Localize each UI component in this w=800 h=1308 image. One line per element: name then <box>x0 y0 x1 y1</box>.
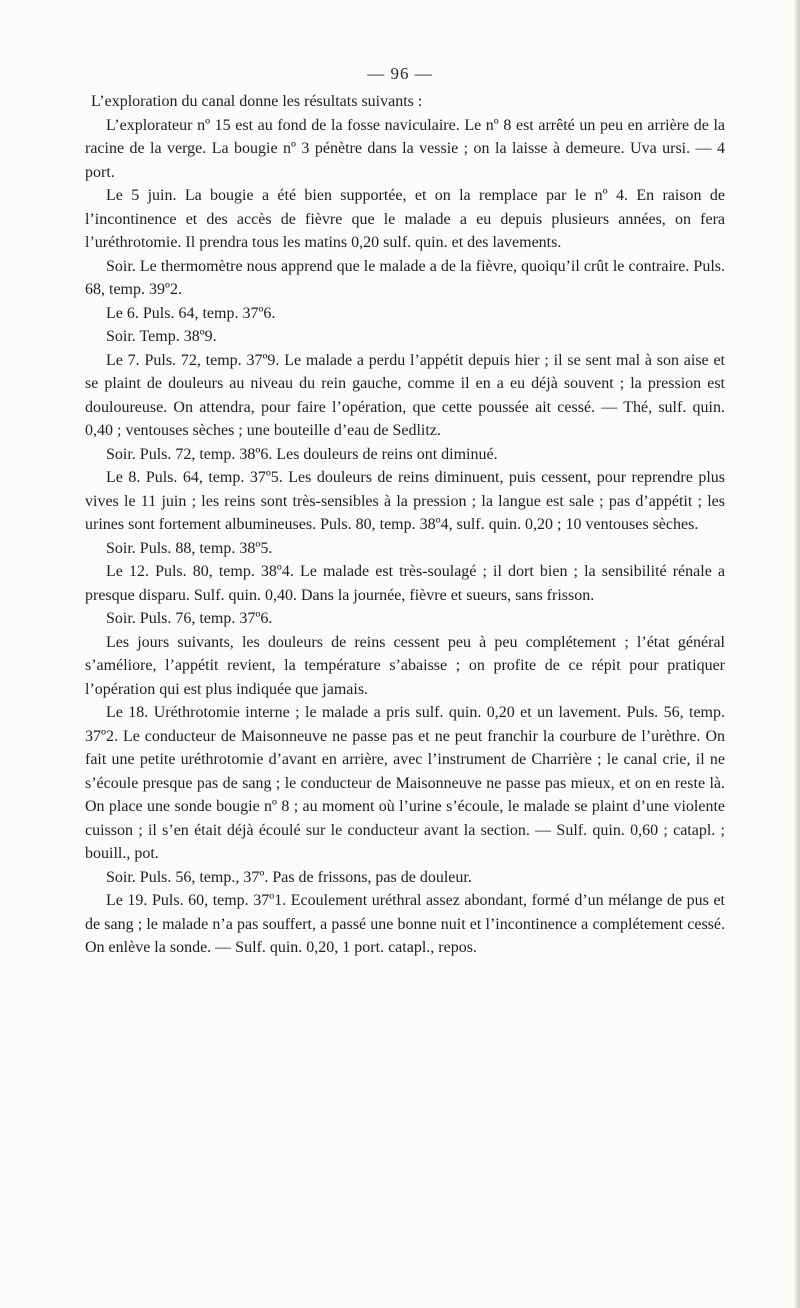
paragraph-soir-11: Soir. Puls. 88, temp. 38º5. <box>106 539 273 557</box>
paragraph-12: Le 12. Puls. 80, temp. 38º4. Le malade est très-soulagé ; il dort bien ; la sensibilité rénale a presque disparu. Sulf. quin. 0,40. Dans la journée, fièvre et sueurs, sans frisson. <box>85 563 725 604</box>
body-text <box>85 90 725 960</box>
paragraph-6: Le 6. Puls. 64, temp. 37º6. <box>106 304 276 322</box>
paragraph-jours-suivants: Les jours suivants, les douleurs de reins cessent peu à peu complétement ; l’état général s’améliore, l’appétit revient, la température s’abaisse ; on profite de ce répit pour pratiquer l’opération qui est plus indiquée que jamais. <box>85 633 725 698</box>
page-edge <box>794 0 800 1308</box>
paragraph-soir-12: Soir. Puls. 76, temp. 37º6. <box>106 610 273 627</box>
paragraph-intro: L’exploration du canal donne les résultats suivants : <box>91 93 423 110</box>
paragraph-soir-6: Soir. Temp. 38º9. <box>106 328 217 345</box>
paragraph-19: Le 19. Puls. 60, temp. 37º1. Ecoulement uréthral assez abondant, formé d’un mélange de pus et de sang ; le malade n’a pas souffert, a passé une bonne nuit et l’incontinence a complétement cessé. On enlève la sonde. — Sulf. quin. 0,20, 1 port. catapl., repos. <box>85 892 725 956</box>
paragraph-exploration: L’explorateur nº 15 est au fond de la fosse naviculaire. Le nº 8 est arrêté un peu en arrière de la racine de la verge. La bougie nº 3 pénètre dans la vessie ; on la laisse à demeure. Uva ursi. — 4 port. <box>85 116 725 181</box>
page-number: — 96 — <box>367 64 433 83</box>
paragraph-5-juin: Le 5 juin. La bougie a été bien supportée, et on la remplace par le nº 4. En raison de l’incontinence et des accès de fièvre que le malade a eu depuis plusieurs années, on fera l’uréthrotomie. Il prendra tous les matins 0,20 sulf. quin. et des lavements. <box>85 187 725 251</box>
paragraph-8: Le 8. Puls. 64, temp. 37º5. Les douleurs de reins diminuent, puis cessent, pour reprendre plus vives le 11 juin ; les reins sont très-sensibles à la pression ; la langue est sale ; pas d’appétit ; les urines sont fortement albumineuses. Puls. 80, temp. 38º4, sulf. quin. 0,20 ; 10 ventouses sèches. <box>85 469 725 533</box>
paragraph-soir-7: Soir. Puls. 72, temp. 38º6. Les douleurs de reins ont diminué. <box>106 445 498 463</box>
paragraph-7: Le 7. Puls. 72, temp. 37º9. Le malade a perdu l’appétit depuis hier ; il se sent mal à son aise et se plaint de douleurs au niveau du rein gauche, comme il en a eu déjà souvent ; la pression est douloureuse. On attendra, pour faire l’opération, que cette poussée ait cessé. — Thé, sulf. quin. 0,40 ; ventouses sèches ; une bouteille d’eau de Sedlitz. <box>85 351 725 439</box>
paragraph-soir-18: Soir. Puls. 56, temp., 37º. Pas de frissons, pas de douleur. <box>106 868 472 886</box>
paragraph-18: Le 18. Uréthrotomie interne ; le malade a pris sulf. quin. 0,20 et un lavement. Puls. 56, temp. 37º2. Le conducteur de Maisonneuve ne passe pas et ne peut franchir la courbure de l’urèthre. On fait une petite uréthrotomie d’avant en arrière, avec l’instrument de Charrière ; le canal crie, il ne s’écoule presque pas de sang ; le conducteur de Maisonneuve ne passe pas mieux, et on en reste là. On place une sonde bougie nº 8 ; au moment où l’urine s’écoule, le malade se plaint d’une violente cuisson ; il s’en était déjà écoulé sur le conducteur avant la section. — Sulf. quin. 0,60 ; catapl. ; bouill., pot. <box>85 704 725 862</box>
paragraph-soir-5: Soir. Le thermomètre nous apprend que le malade a de la fièvre, quoiqu’il crût le contraire. Puls. 68, temp. 39º2. <box>85 257 725 298</box>
